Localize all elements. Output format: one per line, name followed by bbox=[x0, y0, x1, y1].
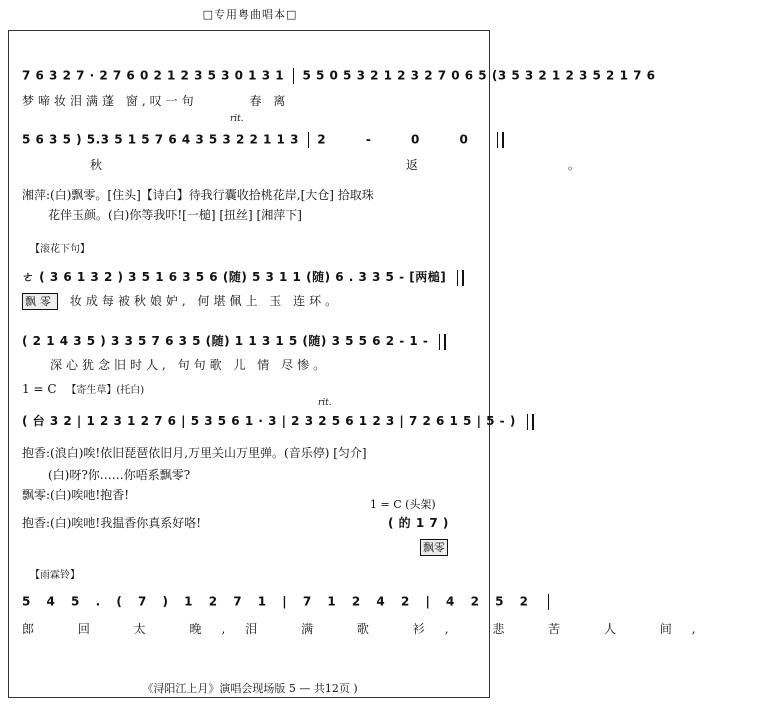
notes-segment: ( 台 3 2 | 1 2 3 1 2 7 6 | 5 3 5 6 1 · 3 | 2 3 2 5 6 1 2 3 | 7 2 6 1 5 | 5 - ) bbox=[22, 414, 516, 428]
notes-segment: 5 4 5 . ( 7 ) 1 2 7 1 | 7 1 2 4 2 | 4 2 5 2 bbox=[22, 594, 534, 609]
notes-segment: ( 2 1 4 3 5 ) 3 3 5 7 6 3 5 (随) 1 1 3 1 5 (随) 3 5 5 6 2 - 1 - bbox=[22, 334, 429, 348]
role-box-row bbox=[420, 536, 480, 556]
score-line-1-lyrics bbox=[22, 92, 482, 109]
bar-line bbox=[293, 68, 294, 84]
score-line-3-lyrics bbox=[22, 292, 482, 310]
double-bar-line bbox=[527, 414, 534, 430]
dialogue-para-2-line-3: 飘零:(白)唉吔!抱香! bbox=[22, 488, 130, 502]
key-signature-head: 1 = C (头架) bbox=[370, 498, 436, 511]
dialogue-para-2-line-2: (白)呀?你……你唔系飘零? bbox=[48, 468, 191, 482]
key-signature-line bbox=[22, 380, 482, 400]
role-box-piaoling: 飘零 bbox=[22, 293, 58, 310]
double-bar-line bbox=[439, 334, 446, 350]
page-header-title: □专用粤曲唱本□ bbox=[202, 8, 298, 21]
double-bar-line bbox=[457, 270, 464, 286]
score-line-6-notes bbox=[22, 594, 534, 610]
dialogue-para-2-line-1: 抱香:(浪白)唉!依旧琵琶依旧月,万里关山万里弹。(音乐停) [匀介] bbox=[22, 446, 367, 460]
role-box-piaoling-2: 飘零 bbox=[420, 539, 448, 556]
score-line-6-lyrics: 郎 回 太 晚,泪 满 歌 衫, 悲 苦 人 间, bbox=[22, 622, 716, 636]
section-tag-jisheng: 【寄生草】(托白) bbox=[66, 385, 145, 396]
dialogue-para-1-line-2: 花伴玉颜。(白)你等我吓![一槌] [扭丝] [湘萍下] bbox=[48, 208, 302, 222]
score-line-4-notes bbox=[22, 332, 482, 350]
bar-line bbox=[308, 132, 309, 148]
lyrics-segment: 梦啼妆泪满蓬 窗,叹一句 bbox=[22, 94, 198, 108]
lyrics-segment: 妆成每被秋娘妒, 何堪佩上 玉 连环。 bbox=[69, 294, 342, 308]
section-tag-gunhua: 【滚花下句】 bbox=[30, 244, 90, 255]
score-line-5-notes bbox=[22, 412, 516, 430]
lyrics-segment: 秋 返。 bbox=[90, 158, 730, 172]
section-tag-yulin: 【雨霖铃】 bbox=[30, 570, 80, 581]
dialogue-para-2-line-4: 抱香:(白)唉吔!我揾香你真系好咯! bbox=[22, 516, 202, 530]
score-line-3-notes bbox=[22, 268, 482, 286]
notes-segment: 5 5 0 5 3 2 1 2 3 2 7 0 6 5 (3 5 3 2 1 2 3 5 2 1 7 6 bbox=[302, 68, 656, 83]
notes-segment: 7 6 3 2 7 · 2 7 6 0 2 1 2 3 5 3 0 1 3 1 bbox=[22, 68, 285, 83]
key-signature: 1 = C bbox=[22, 382, 57, 396]
lyrics-segment: 春 离 bbox=[249, 94, 290, 108]
score-line-1-notes bbox=[22, 68, 656, 84]
bar-line bbox=[548, 594, 549, 610]
rit-marking: rit. bbox=[230, 114, 244, 124]
double-bar-line bbox=[497, 132, 504, 148]
notes-segment: ㄜ ( 3 6 1 3 2 ) 3 5 1 6 3 5 6 (随) 5 3 1 1 (随) 6 . 3 3 5 - [两槌] bbox=[22, 270, 447, 284]
notes-segment: 5 6 3 5 ) 5.3 5 1 5 7 6 4 3 5 3 2 2 1 1 3 bbox=[22, 132, 299, 147]
page-footer: 《浔阳江上月》演唱会现场版 5 — 共12页 ) bbox=[142, 682, 358, 695]
dialogue-para-1-line-1: 湘萍:(白)飘零。[住头]【诗白】待我行囊收拾桃花岸,[大仓] 拾取珠 bbox=[22, 188, 374, 202]
notes-segment: 2 - 0 0 bbox=[317, 132, 486, 147]
rit-marking: rit. bbox=[318, 398, 332, 408]
score-line-2-lyrics bbox=[90, 156, 730, 173]
bracket-notes: ( 的 1 7 ) bbox=[388, 516, 449, 530]
score-line-4-lyrics: 深心犹念旧时人, 句句歌 儿 情 尽惨。 bbox=[50, 358, 330, 372]
score-line-2-notes bbox=[22, 132, 486, 148]
